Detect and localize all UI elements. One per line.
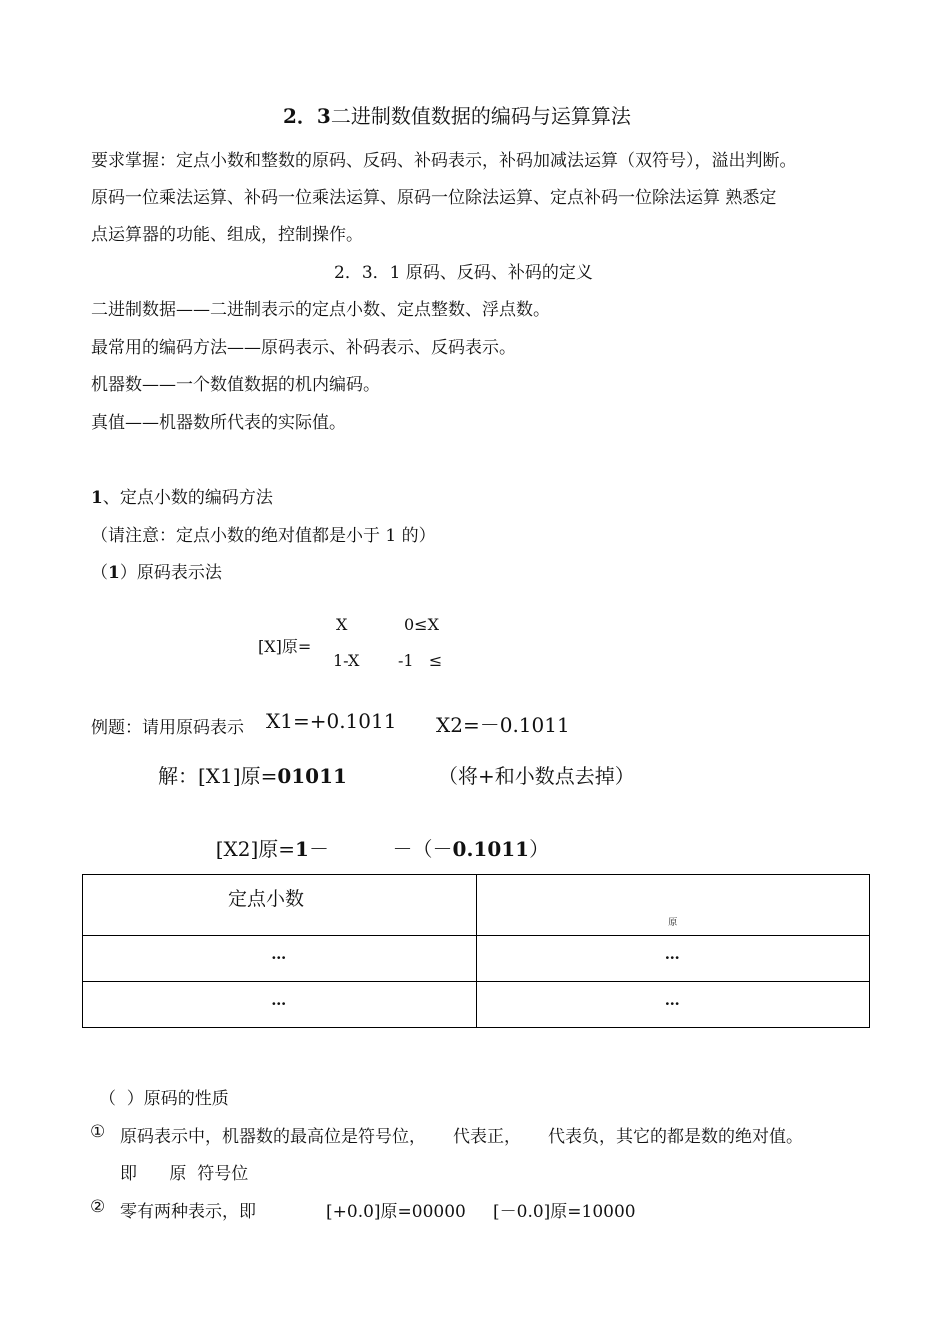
title-text: 二进制数值数据的编码与运算算法 [330,104,631,128]
solution-line-2 [203,809,549,862]
solution-line-1 [158,760,347,789]
formula-row1-condition: 0≤X [404,615,439,634]
heading-1-text: 、定点小数的编码方法 [102,488,273,508]
definition-line: 二进制数据——二进制表示的定点小数、定点整数、浮点数。 [91,300,550,320]
table-cell [83,935,477,981]
ellipsis-value: … [664,990,681,1009]
heading-1 [91,483,273,508]
definition-line: 机器数——一个数值数据的机内编码。 [91,375,380,395]
zero-negative-code: [－0.0]原=10000 [493,1202,636,1222]
solution-x1-prefix: [X1]原= [198,764,278,788]
property-text: 原码表示中，机器数的最高位是符号位， 代表正， 代表负，其它的都是数的绝对值。 [120,1127,804,1147]
heading-1-number: 1 [91,488,103,508]
intro-line-1: 要求掌握：定点小数和整数的原码、反码、补码表示，补码加减法运算（双符号），溢出判断。 [91,151,797,171]
example-label: 例题：请用原码表示 [91,718,244,738]
encoding-table [82,874,870,1028]
ellipsis-value: … [664,944,681,963]
heading-2-open: （ [91,563,108,583]
page-title [283,100,631,129]
solution-x2-prefix: [X2]原= [215,837,296,861]
heading-2 [91,558,222,583]
title-number: 2．3 [283,104,331,128]
ellipsis-value: … [271,990,288,1009]
heading-2-text: ）原码表示法 [119,563,222,583]
table-header-row [83,875,870,936]
solution-x2-close: ） [529,837,550,861]
formula-lhs: [X]原= [258,637,312,656]
table-header-cell [83,875,477,936]
intro-line-2: 原码一位乘法运算、补码一位乘法运算、原码一位除法运算、定点补码一位除法运算 熟悉定 [91,188,777,208]
property-mark: ① [90,1122,106,1142]
table-cell [476,981,870,1027]
table-cell [83,981,477,1027]
formula-row1-value: X [336,615,348,634]
table-row [83,981,870,1027]
table-cell [476,935,870,981]
example-x1: X1=+0.1011 [266,709,397,733]
solution-x2-bit: 1 [295,837,309,861]
definition-line: 最常用的编码方法——原码表示、补码表示、反码表示。 [91,338,516,358]
properties-heading: （ ）原码的性质 [99,1089,229,1109]
solution-x2-value: 0.1011 [452,837,530,861]
example-x2: X2=－0.1011 [436,713,570,737]
table-header-label: 定点小数 [228,888,305,910]
formula-row2-condition: -1 ≤ [398,651,443,670]
solution-x2-mid: － －（－ [308,837,453,861]
solution-label: 解： [158,764,198,788]
zero-positive-code: [+0.0]原=00000 [326,1202,466,1222]
table-header-label: 原 [668,917,678,928]
intro-line-3: 点运算器的功能、组成，控制操作。 [91,225,363,245]
note-text: （请注意：定点小数的绝对值都是小于 1 的） [91,526,436,546]
solution-x1-note: （将+和小数点去掉） [438,764,635,788]
table-row [83,935,870,981]
heading-2-number: 1 [108,563,120,583]
formula-row2-value: 1-X [333,651,360,670]
property-mark: ② [90,1197,106,1217]
definition-line: 真值——机器数所代表的实际值。 [91,413,346,433]
solution-x1-value: 01011 [277,764,347,788]
property-text: 零有两种表示，即 [120,1202,256,1222]
property-text: 即 原 符号位 [120,1164,249,1184]
section-heading: 2．3．1 原码、反码、补码的定义 [334,263,593,283]
ellipsis-value: … [271,944,288,963]
table-header-cell [476,875,870,936]
